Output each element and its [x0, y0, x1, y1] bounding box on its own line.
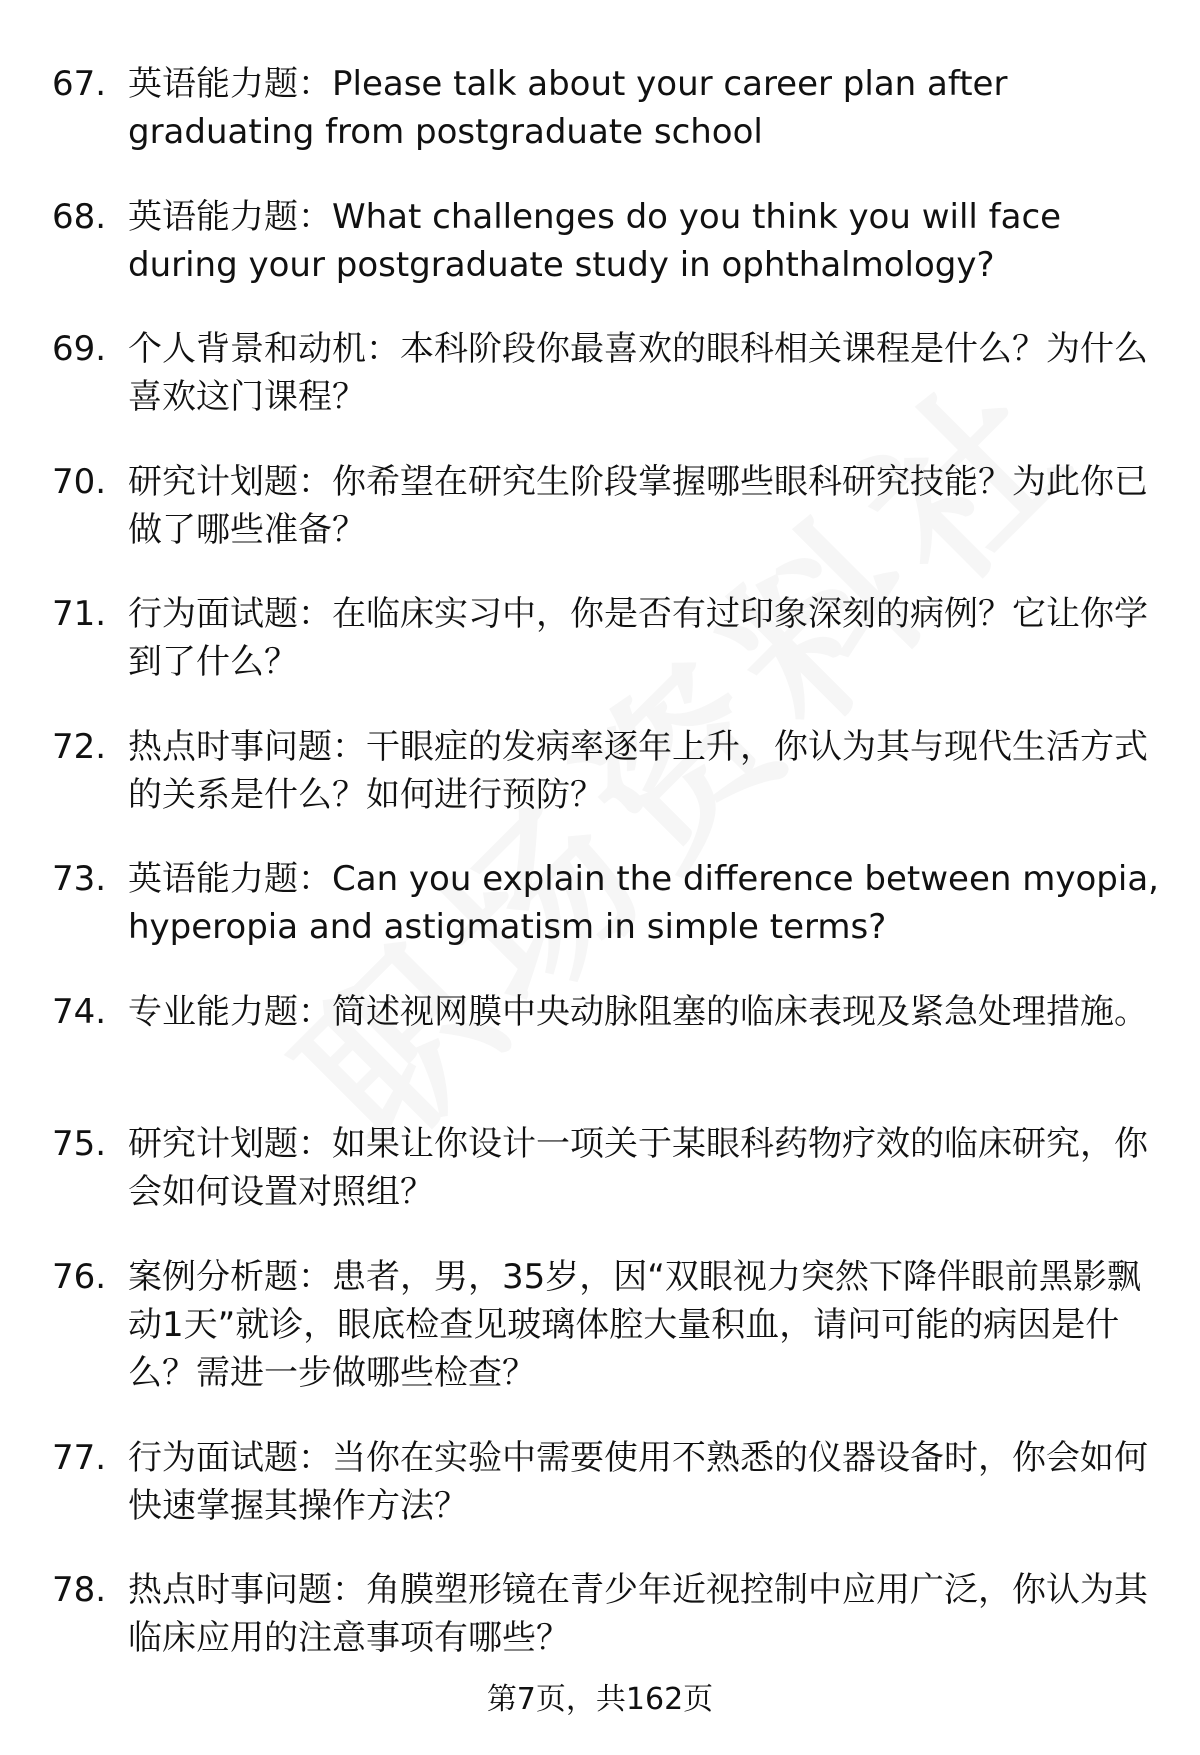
- question-number: 67.: [52, 64, 107, 104]
- question-number: 74.: [52, 991, 107, 1032]
- question-number: 76.: [52, 1256, 107, 1297]
- question-text: 案例分析题：患者，男，35岁，因“双眼视力突然下降伴眼前黑影飘动1天”就诊，眼底检查见玻璃体腔大量积血，请问可能的病因是什么？需进一步做哪些检查？: [128, 1256, 1141, 1393]
- question-item: [0, 590, 1200, 723]
- question-number: 70.: [52, 461, 107, 502]
- question-text: 研究计划题：你希望在研究生阶段掌握哪些眼科研究技能？为此你已做了哪些准备？: [128, 461, 1148, 550]
- question-item: [0, 1120, 1200, 1253]
- question-item: [0, 193, 1200, 326]
- question-text: 研究计划题：如果让你设计一项关于某眼科药物疗效的临床研究，你会如何设置对照组？: [128, 1124, 1148, 1212]
- question-list: [0, 60, 1200, 1699]
- question-item: [0, 855, 1200, 988]
- question-item: [0, 1566, 1200, 1699]
- question-number: 77.: [52, 1437, 107, 1478]
- question-item: [0, 325, 1200, 458]
- question-item: [0, 988, 1200, 1121]
- question-item: [0, 458, 1200, 591]
- question-number: 72.: [52, 726, 107, 767]
- question-item: [0, 1434, 1200, 1567]
- page-footer: 第7页，共162页: [486, 1682, 714, 1717]
- question-text: 英语能力题：Can you explain the difference between myopia, hyperopia and astigmatism in simple terms?: [128, 859, 1159, 947]
- question-text: 英语能力题：Please talk about your career plan after graduating from postgraduate school: [128, 64, 1008, 152]
- question-number: 68.: [52, 196, 107, 237]
- question-number: 73.: [52, 859, 107, 899]
- question-text: 英语能力题：What challenges do you think you will face during your postgraduate study in ophthalmology?: [128, 196, 1062, 285]
- question-text: 行为面试题：在临床实习中，你是否有过印象深刻的病例？它让你学到了什么？: [128, 594, 1148, 682]
- question-number: 78.: [52, 1570, 107, 1610]
- question-number: 75.: [52, 1124, 107, 1164]
- question-number: 71.: [52, 594, 107, 634]
- question-item: [0, 1253, 1200, 1434]
- question-item: [0, 723, 1200, 856]
- question-text: 个人背景和动机：本科阶段你最喜欢的眼科相关课程是什么？为什么喜欢这门课程？: [128, 329, 1148, 417]
- question-text: 专业能力题：简述视网膜中央动脉阻塞的临床表现及紧急处理措施。: [128, 991, 1148, 1032]
- question-text: 热点时事问题：干眼症的发病率逐年上升，你认为其与现代生活方式的关系是什么？如何进行预防？: [128, 726, 1148, 815]
- question-item: [0, 60, 1200, 193]
- question-number: 69.: [52, 329, 107, 369]
- question-text: 行为面试题：当你在实验中需要使用不熟悉的仪器设备时，你会如何快速掌握其操作方法？: [128, 1437, 1148, 1526]
- question-text: 热点时事问题：角膜塑形镜在青少年近视控制中应用广泛，你认为其临床应用的注意事项有哪些？: [128, 1570, 1148, 1658]
